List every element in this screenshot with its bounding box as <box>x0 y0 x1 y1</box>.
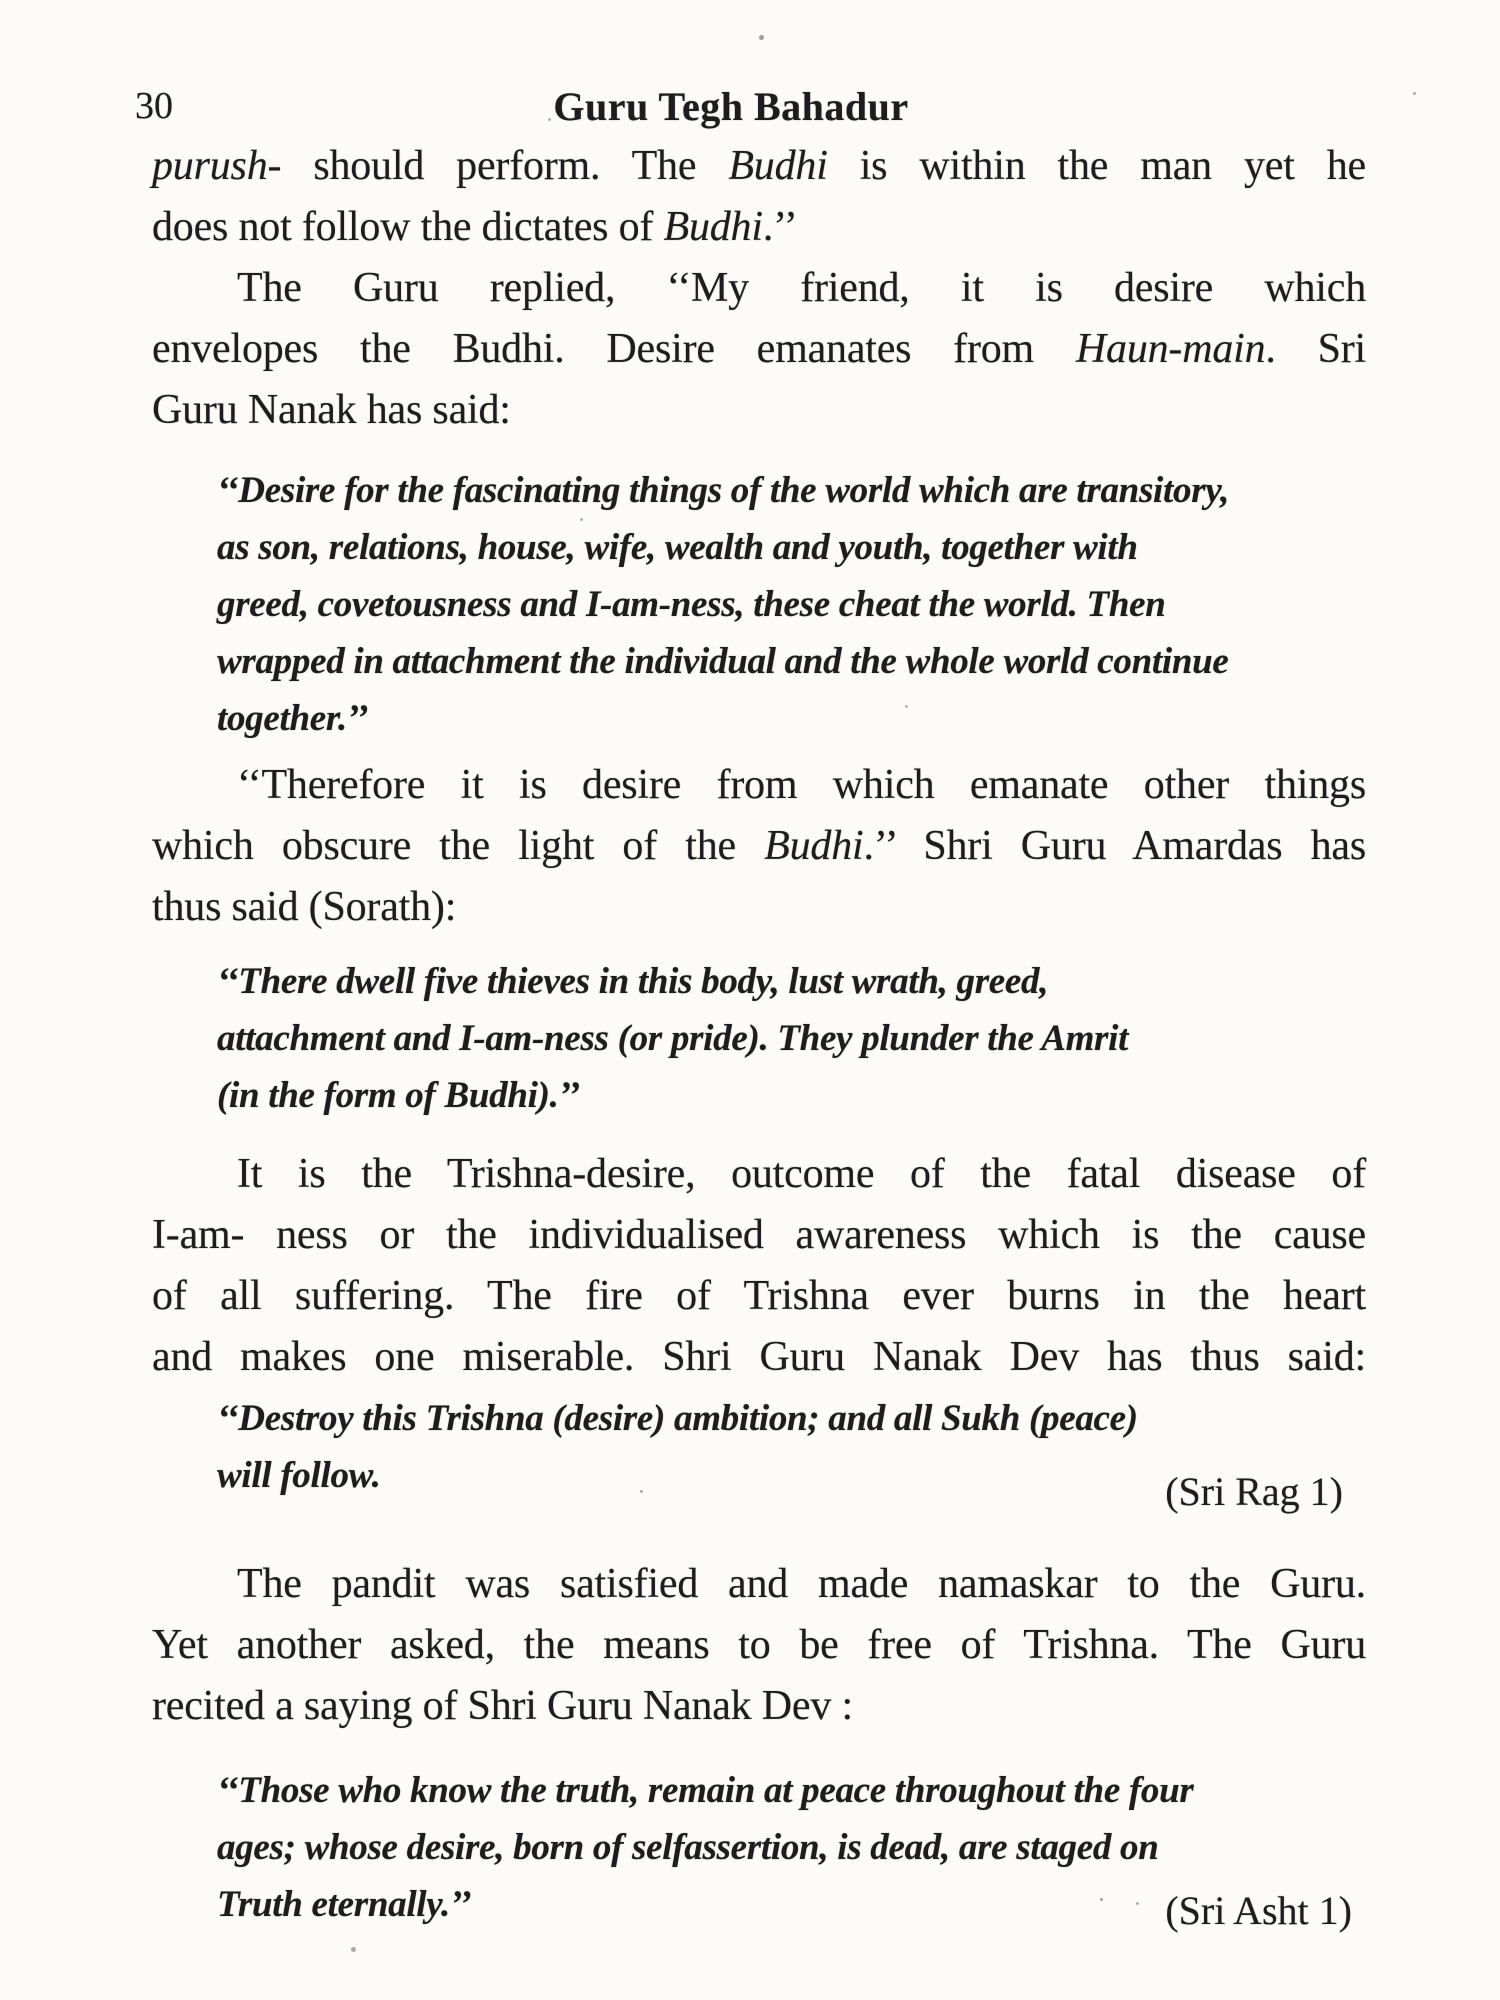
text-segment: The pandit was satisfied and made namaskar to the Guru. <box>237 1561 1366 1607</box>
text-line <box>152 258 1366 319</box>
text-segment: I-am- ness or the individualised awareness which is the cause <box>152 1212 1366 1258</box>
text-segment: of all suffering. The fire of Trishna ever burns in the heart <box>152 1273 1366 1319</box>
scan-specks <box>0 0 3 3</box>
text-segment: does not follow the dictates of <box>152 204 664 250</box>
text-line <box>217 633 1377 690</box>
text-segment: Guru Nanak has said: <box>152 387 511 433</box>
text-segment: . Sri <box>1265 326 1366 372</box>
paragraph <box>152 258 1366 441</box>
page-header <box>0 84 1500 134</box>
page-number: 30 <box>135 85 173 127</box>
quote-attribution-sri-asht: (Sri Asht 1) <box>1165 1888 1352 1933</box>
text-segment: .’’ <box>762 204 798 250</box>
italic-text-segment: greed, covetousness and I-am-ness, these cheat the world. Then <box>217 584 1166 625</box>
italic-text-segment: Truth eternally.’’ <box>217 1884 472 1925</box>
text-line <box>152 1327 1366 1388</box>
text-line <box>152 380 1366 441</box>
block-quote <box>217 462 1377 747</box>
paragraph <box>152 136 1366 258</box>
italic-text-segment: ‘‘Desire for the fascinating things of the world which are transitory, <box>217 470 1230 511</box>
text-flow <box>152 136 1366 1933</box>
text-segment: envelopes the Budhi. Desire emanates from <box>152 326 1076 372</box>
text-line <box>217 1010 1377 1067</box>
italic-text-segment: will follow. <box>217 1455 381 1496</box>
italic-text-segment: attachment and I-am-ness (or pride). They plunder the Amrit <box>217 1018 1129 1059</box>
text-segment: .’’ Shri Guru Amardas has <box>863 823 1366 869</box>
paragraph <box>152 1144 1366 1388</box>
text-line <box>152 1144 1366 1205</box>
text-line <box>217 1390 1377 1447</box>
italic-text-segment: purush- <box>152 143 282 189</box>
italic-text-segment: ages; whose desire, born of selfassertion, is dead, are staged on <box>217 1827 1159 1868</box>
text-line <box>152 1554 1366 1615</box>
text-line <box>217 690 1377 747</box>
italic-text-segment: Haun-main <box>1075 326 1266 372</box>
text-line <box>152 877 1366 938</box>
text-segment: should perform. The <box>281 143 729 189</box>
quote-attribution-sri-rag: (Sri Rag 1) <box>1165 1469 1343 1514</box>
text-line <box>152 1615 1366 1676</box>
italic-text-segment: Budhi <box>764 823 864 869</box>
text-segment: recited a saying of Shri Guru Nanak Dev : <box>152 1683 853 1729</box>
paragraph <box>152 755 1366 938</box>
italic-text-segment: ‘‘Destroy this Trishna (desire) ambition; and all Sukh (peace) <box>217 1398 1138 1439</box>
page-title: Guru Tegh Bahadur <box>553 84 909 129</box>
text-line <box>217 1067 1377 1124</box>
italic-text-segment: (in the form of Budhi).’’ <box>217 1075 580 1116</box>
italic-text-segment: together.’’ <box>217 698 369 739</box>
text-line <box>217 1819 1377 1876</box>
text-line <box>152 1205 1366 1266</box>
text-line <box>152 755 1366 816</box>
text-segment: is within the man yet he <box>827 143 1366 189</box>
text-segment: ‘‘Therefore it is desire from which emanate other things <box>237 762 1366 808</box>
paragraph <box>152 1554 1366 1737</box>
text-line <box>152 816 1366 877</box>
text-line <box>152 136 1366 197</box>
text-line <box>152 1676 1366 1737</box>
text-segment: Yet another asked, the means to be free of Trishna. The Guru <box>152 1622 1366 1668</box>
italic-text-segment: ‘‘Those who know the truth, remain at peace throughout the four <box>217 1770 1194 1811</box>
text-line <box>217 519 1377 576</box>
text-line <box>217 953 1377 1010</box>
italic-text-segment: as son, relations, house, wife, wealth and youth, together with <box>217 527 1138 568</box>
text-line <box>152 197 1366 258</box>
block-quote <box>217 953 1377 1124</box>
text-segment: and makes one miserable. Shri Guru Nanak Dev has thus said: <box>152 1334 1366 1380</box>
text-line <box>217 576 1377 633</box>
text-segment: It is the Trishna-desire, outcome of the fatal disease of <box>237 1151 1366 1197</box>
text-line <box>152 1266 1366 1327</box>
text-line <box>152 319 1366 380</box>
text-segment: The Guru replied, ‘‘My friend, it is desire which <box>237 265 1366 311</box>
text-line <box>217 462 1377 519</box>
italic-text-segment: wrapped in attachment the individual and the whole world continue <box>217 641 1229 682</box>
italic-text-segment: Budhi <box>728 143 828 189</box>
text-segment: thus said (Sorath): <box>152 884 457 930</box>
italic-text-segment: ‘‘There dwell five thieves in this body, lust wrath, greed, <box>217 961 1049 1002</box>
text-segment: which obscure the light of the <box>152 823 765 869</box>
italic-text-segment: Budhi <box>663 204 763 250</box>
text-line <box>217 1762 1377 1819</box>
